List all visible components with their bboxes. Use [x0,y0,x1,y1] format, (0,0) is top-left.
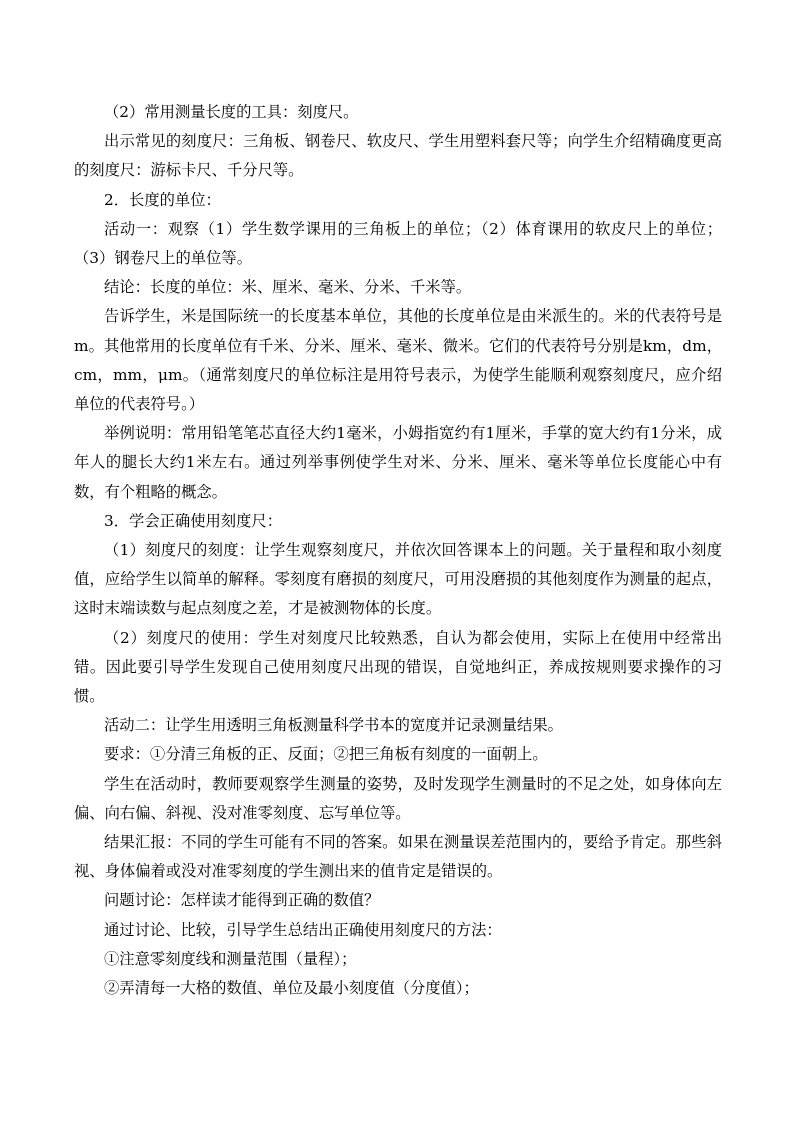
paragraph-result-report: 结果汇报：不同的学生可能有不同的答案。如果在测量误差范围内的，要给予肯定。那些斜视、身体偏着或没对准零刻度的学生测出来的值肯定是错误的。 [74,833,722,881]
paragraph-discussion-summary: 通过讨论、比较，引导学生总结出正确使用刻度尺的方法： [104,920,502,939]
document-body [74,98,722,1003]
paragraph-ruler-usage: （2）刻度尺的使用：学生对刻度尺比较熟悉，自认为都会使用，实际上在使用中经常出错。因此要引导学生发现自己使用刻度尺出现的错误，自觉地纠正，养成按规则要求操作的习惯。 [74,628,722,706]
paragraph-common-rulers: 出示常见的刻度尺：三角板、钢卷尺、软皮尺、学生用塑料套尺等；向学生介绍精确度更高的刻度尺：游标卡尺、千分尺等。 [74,132,722,180]
paragraph-observation: 学生在活动时，教师要观察学生测量的姿势，及时发现学生测量时的不足之处，如身体向左偏、向右偏、斜视、没对准零刻度、忘写单位等。 [74,774,722,822]
paragraph-use-ruler-heading: 3．学会正确使用刻度尺： [104,511,282,530]
paragraph-tool-heading: （2）常用测量长度的工具：刻度尺。 [104,103,359,121]
paragraph-unit-heading: 2．长度的单位： [104,190,221,209]
paragraph-conclusion: 结论：长度的单位：米、厘米、毫米、分米、千米等。 [104,278,472,297]
paragraph-discussion-question: 问题讨论：怎样读才能得到正确的数值？ [104,891,380,910]
paragraph-examples: 举例说明：常用铅笔笔芯直径大约1毫米，小姆指宽约有1厘米，手掌的宽大约有1分米，成年人的腿长大约1米左右。通过列举事例使学生对米、分米、厘米、毫米等单位长度能心中有数，有个粗略的概念。 [74,424,722,501]
paragraph-method-two: ②弄清每一大格的数值、单位及最小刻度值（分度值）； [104,979,479,998]
paragraph-method-one: ①注意零刻度线和测量范围（量程）； [104,949,357,968]
paragraph-requirements: 要求：①分清三角板的正、反面；②把三角板有刻度的一面朝上。 [104,745,548,764]
paragraph-meter-explanation: 告诉学生，米是国际统一的长度基本单位，其他的长度单位是由米派生的。米的代表符号是m。其他常用的长度单位有千米、分米、厘米、毫米、微米。它们的代表符号分别是km，dm，cm，mm，μm。（通常刻度尺的单位标注是用符号表示，为使学生能顺利观察刻度尺，应介绍单位的代表符号。） [74,307,722,414]
paragraph-activity-one: 活动一：观察（1）学生数学课用的三角板上的单位；（2）体育课用的软皮尺上的单位；（3）钢卷尺上的单位等。 [74,219,722,268]
paragraph-ruler-scale: （1）刻度尺的刻度：让学生观察刻度尺，并依次回答课本上的问题。关于量程和取小刻度值，应给学生以简单的解释。零刻度有磨损的刻度尺，可用没磨损的其他刻度作为测量的起点，这时末端读数与起点刻度之差，才是被测物体的长度。 [74,541,722,618]
paragraph-activity-two: 活动二：让学生用透明三角板测量科学书本的宽度并记录测量结果。 [104,716,563,735]
